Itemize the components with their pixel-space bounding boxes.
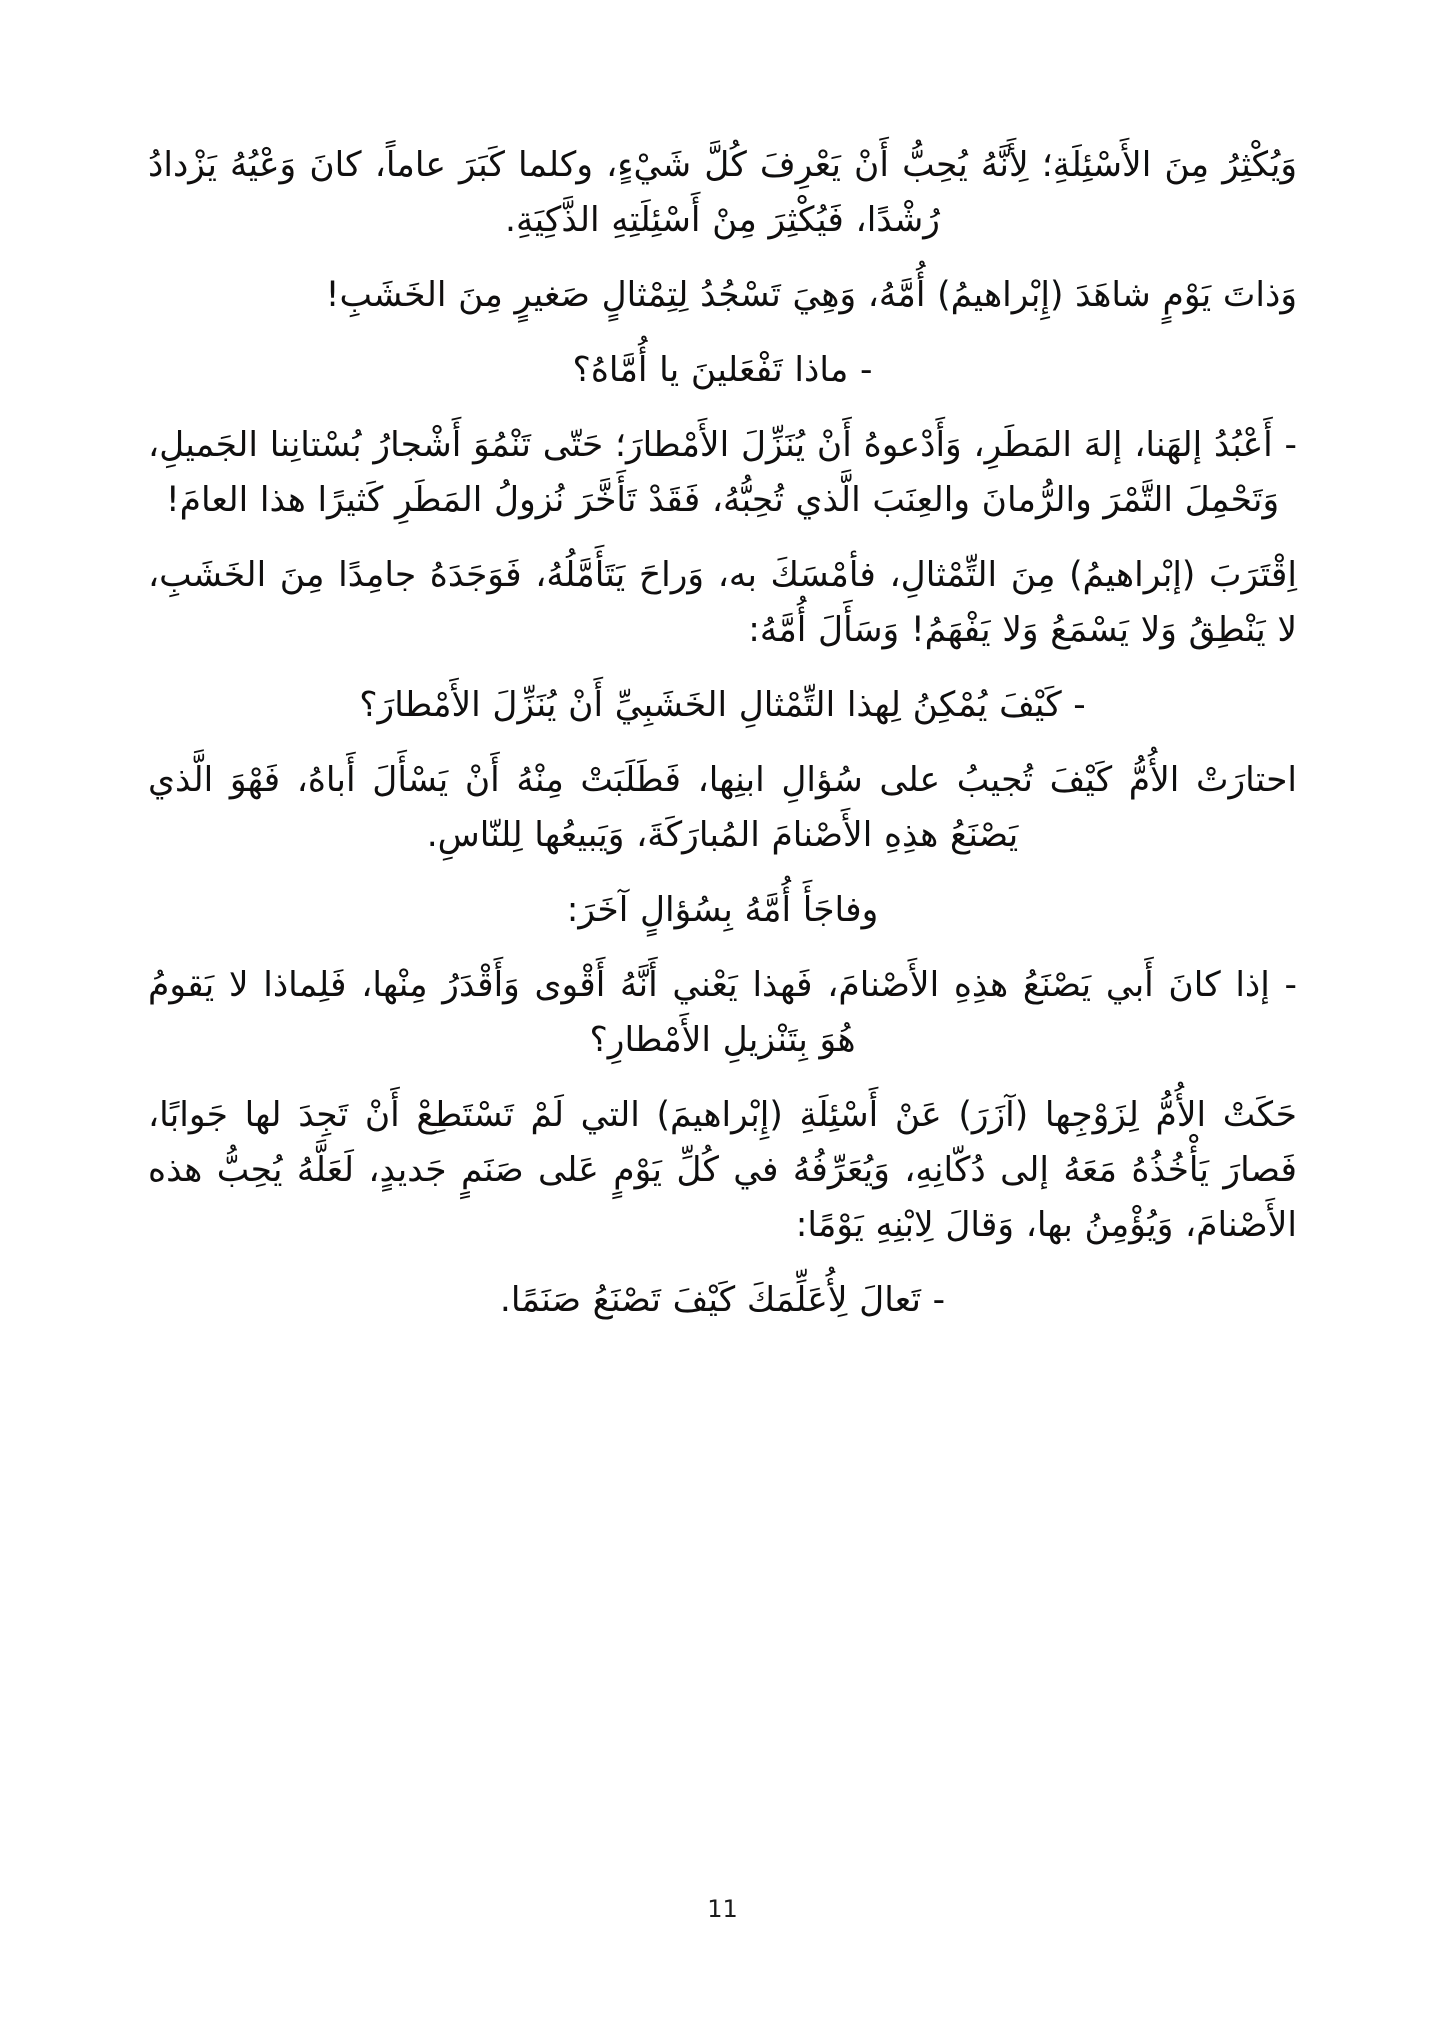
paragraph-2: وَذاتَ يَوْمٍ شاهَدَ (إِبْراهيمُ) أُمَّهُ، وَهِيَ تَسْجُدُ لِتِمْثالٍ صَغيرٍ مِنَ الخَشَبِ! [325,275,1297,315]
dialogue-line-2: - كَيْفَ يُمْكِنُ لِهذا التِّمْثالِ الخَشَبِيِّ أَنْ يُنَزِّلَ الأَمْطارَ؟ [359,685,1086,725]
paragraph-1: وَيُكْثِرُ مِنَ الأَسْئِلَةِ؛ لِأَنَّهُ يُحِبُّ أَنْ يَعْرِفَ كُلَّ شَيْءٍ، وكلما كَبَرَ عاماً، كانَ وَعْيُهُ يَزْدادُ رُشْدًا، فَيُكْثِرَ مِنْ أَسْئِلَتِهِ الذَّكِيَةِ. [148,145,1297,240]
paragraph-4: اِقْتَرَبَ (إبْراهيمُ) مِنَ التِّمْثالِ، فأمْسَكَ به، وَراحَ يَتَأَمَّلُهُ، فَوَجَدَهُ جامِدًا مِنَ الخَشَبِ، لا يَنْطِقُ وَلا يَسْمَعُ وَلا يَفْهَمُ! وَسَأَلَ أُمَّهُ: [148,555,1297,650]
page-number: 11 [707,1895,738,1923]
dialogue-line-3: - إذا كانَ أَبي يَصْنَعُ هذِهِ الأَصْنامَ، فَهذا يَعْني أَنَّهُ أَقْوى وَأَقْدَرُ مِنْها، فَلِماذا لا يَقومُ هُوَ بِتَنْزيلِ الأَمْطارِ؟ [148,965,1297,1060]
dialogue-line-1: - ماذا تَفْعَلينَ يا أُمَّاهُ؟ [572,350,873,390]
narration-line-1: وفاجَأَ أُمَّهُ بِسُؤالٍ آخَرَ: [566,890,879,930]
paragraph-6: حَكَتْ الأُمُّ لِزَوْجِها (آزَرَ) عَنْ أَسْئِلَةِ (إِبْراهيمَ) التي لَمْ تَسْتَطِعْ أَنْ تَجِدَ لها جَوابًا، فَصارَ يَأْخُذُهُ مَعَهُ إلى دُكّانِهِ، وَيُعَرِّفُهُ في كُلِّ يَوْمٍ عَلى صَنَمٍ جَديدٍ، لَعَلَّهُ يُحِبُّ هذه الأَصْنامَ، وَيُؤْمِنُ بها، وَقالَ لِابْنِهِ يَوْمًا: [148,1095,1297,1245]
dialogue-line-4: - تَعالَ لِأُعَلِّمَكَ كَيْفَ تَصْنَعُ صَنَمًا. [499,1280,946,1320]
paragraph-3: - أَعْبُدُ إلهَنا، إلهَ المَطَرِ، وَأَدْعوهُ أَنْ يُنَزِّلَ الأَمْطارَ؛ حَتّى تَنْمُوَ أَشْجارُ بُسْتانِنا الجَميلِ، وَتَحْمِلَ التَّمْرَ والرُّمانَ والعِنَبَ الَّذي تُحِبُّهُ، فَقَدْ تَأَخَّرَ نُزولُ المَطَرِ كَثيرًا هذا العامَ! [148,425,1297,520]
page-text-body [148,138,1297,1348]
paragraph-5: احتارَتْ الأُمُّ كَيْفَ تُجيبُ على سُؤالِ ابنِها، فَطَلَبَتْ مِنْهُ أَنْ يَسْأَلَ أَباهُ، فَهْوَ الَّذي يَصْنَعُ هذِهِ الأَصْنامَ المُبارَكَةَ، وَيَبيعُها لِلنّاسِ. [148,760,1297,855]
